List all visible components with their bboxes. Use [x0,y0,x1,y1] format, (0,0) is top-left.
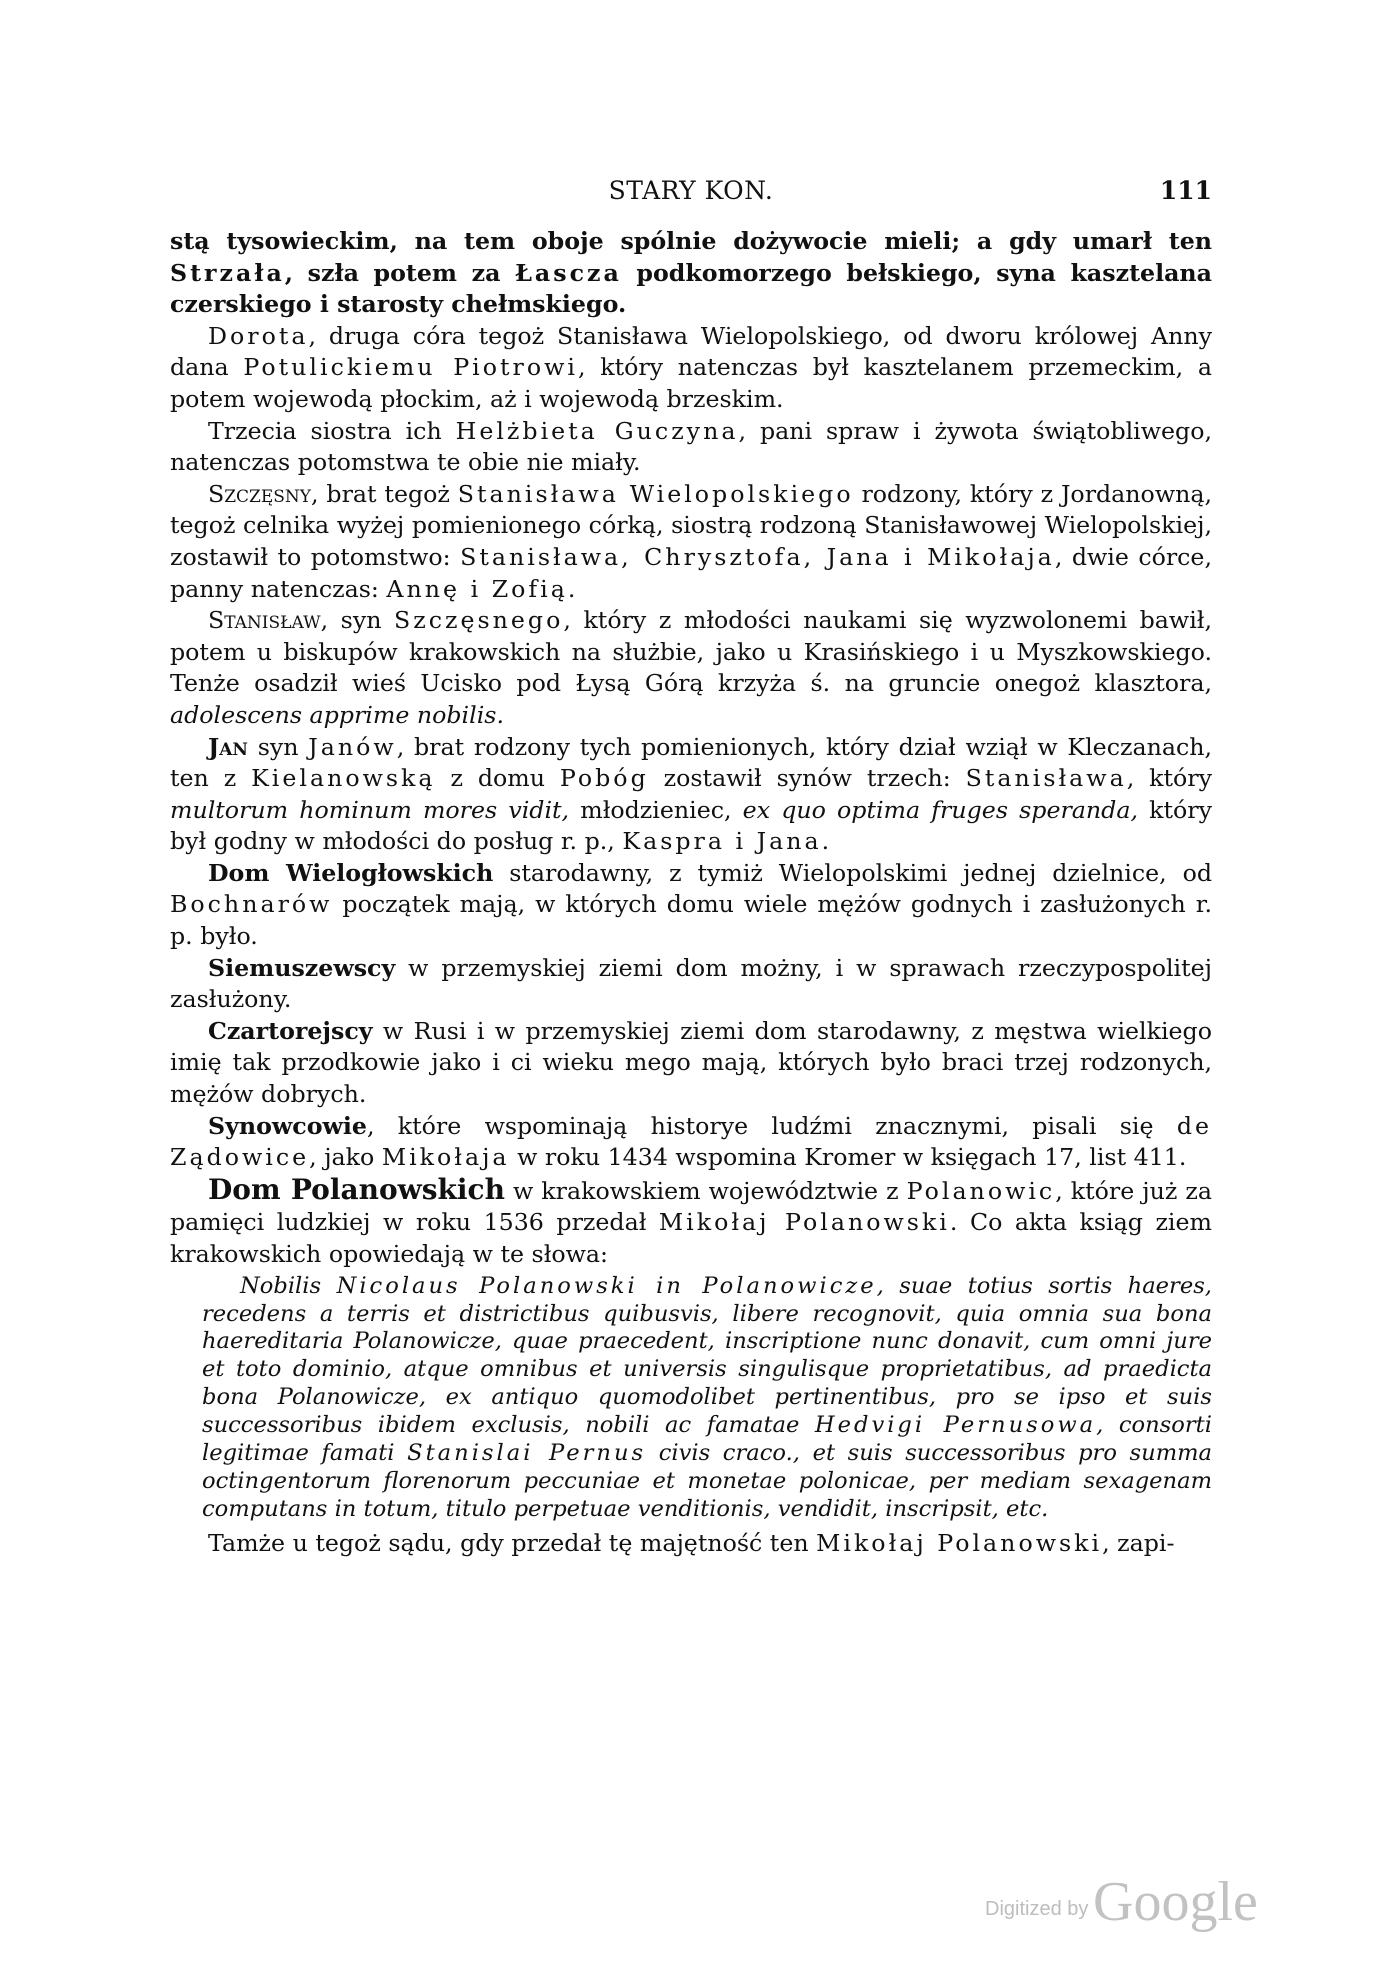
watermark-caption: Digitized by [985,1898,1089,1920]
paragraph: Synowcowie, które wspominają historye ludźmi znacznymi, pisali się de Ządowice, jako Mikołaja w roku 1434 wspomina Kromer w księgach 17, list 411. [170,1111,1212,1172]
page-number: 111 [1159,176,1212,205]
running-title: STARY KON. [608,176,774,205]
paragraph: Czartorejscy w Rusi i w przemyskiej ziemi dom starodawny, z męstwa wielkiego imię tak przodkowie jako i ci wieku mego mają, których było braci trzej rodzonych, mężów dobrych. [170,1016,1212,1109]
paragraph: Stanisław, syn Szczęsnego, który z młodości naukami się wyzwolonemi bawił, potem u biskupów krakowskich na służbie, jako u Krasińskiego i u Myszkowskiego. Tenże osadził wieś Ucisko pod Łysą Górą krzyża ś. na gruncie onegoż klasztora, adolescens apprime nobilis. [170,606,1212,729]
paragraph: Jan syn Janów, brat rodzony tych pomienionych, który dział wziął w Kleczanach, ten z Kielanowską z domu Pobóg zostawił synów trzech: Stanisława, który multorum hominum mores vidit, młodzieniec, ex quo optima fruges speranda, który był godny w młodości do posług r. p., Kaspra i Jana. [170,732,1212,856]
paragraph: Szczęsny, brat tegoż Stanisława Wielopolskiego rodzony, który z Jordanowną, tegoż celnika wyżej pomienionego córką, siostrą rodzoną Stanisławowej Wielopolskiej, zostawił to potomstwo: Stanisława, Chrysztofa, Jana i Mikołaja, dwie córce, panny natenczas: Annę i Zofią. [170,479,1213,603]
body-text [170,226,1212,1559]
paragraph: Dom Wielogłowskich starodawny, z tymiż Wielopolskimi jednej dzielnice, od Bochnarów początek mają, w których domu wiele mężów godnych i zasłużonych r. p. było. [170,858,1212,951]
paragraph: Tamże u tegoż sądu, gdy przedał tę majętność ten Mikołaj Polanowski, zapi- [208,1528,1175,1557]
paragraph: Trzecia siostra ich Helżbieta Guczyna, pani spraw i żywota świątobliwego, natenczas potomstwa te obie nie miały. [170,416,1213,477]
page-header [170,176,1212,216]
paragraph: Dom Polanowskich w krakowskiem województwie z Polanowic, które już za pamięci ludzkiej w roku 1536 przedał Mikołaj Polanowski. Co akta ksiąg ziem krakowskich opowiedają w te słowa: [170,1172,1212,1268]
google-logo: Google [1093,1871,1258,1933]
paragraph: Siemuszewscy w przemyskiej ziemi dom możny, i w sprawach rzeczypospolitej zasłużony. [170,953,1212,1014]
paragraph: stą tysowieckim, na tem oboje spólnie dożywocie mieli; a gdy umarł ten Strzała, szła potem za Łascza podkomorzego bełskiego, syna kasztelana czerskiego i starosty chełmskiego. [170,227,1212,319]
paragraph: Dorota, druga córa tegoż Stanisława Wielopolskiego, od dworu królowej Anny dana Potulickiemu Piotrowi, który natenczas był kasztelanem przemeckim, a potem wojewodą płockim, aż i wojewodą brzeskim. [170,321,1212,413]
google-watermark [985,1870,1285,1933]
latin-quotation: Nobilis Nicolaus Polanowski in Polanowicze, suae totius sortis haeres, recedens a terris et districtibus quibusvis, libere recognovit, quia omnia sua bona haereditaria Polanowicze, quae praecedent, inscriptione nunc donavit, cum omni jure et toto dominio, atque omnibus et universis singulisque proprietatibus, ad praedicta bona Polanowicze, ex antiquo quomodolibet pertinentibus, pro se ipso et suis successoribus ibidem exclusis, nobili ac famatae Hedvigi Pernusowa, consorti legitimae famati Stanislai Pernus civis craco., et suis successoribus pro summa octingentorum florenorum peccuniae et monetae polonicae, per mediam sexagenam computans in totum, titulo perpetuae venditionis, vendidit, inscripsit, etc. [202,1272,1213,1522]
